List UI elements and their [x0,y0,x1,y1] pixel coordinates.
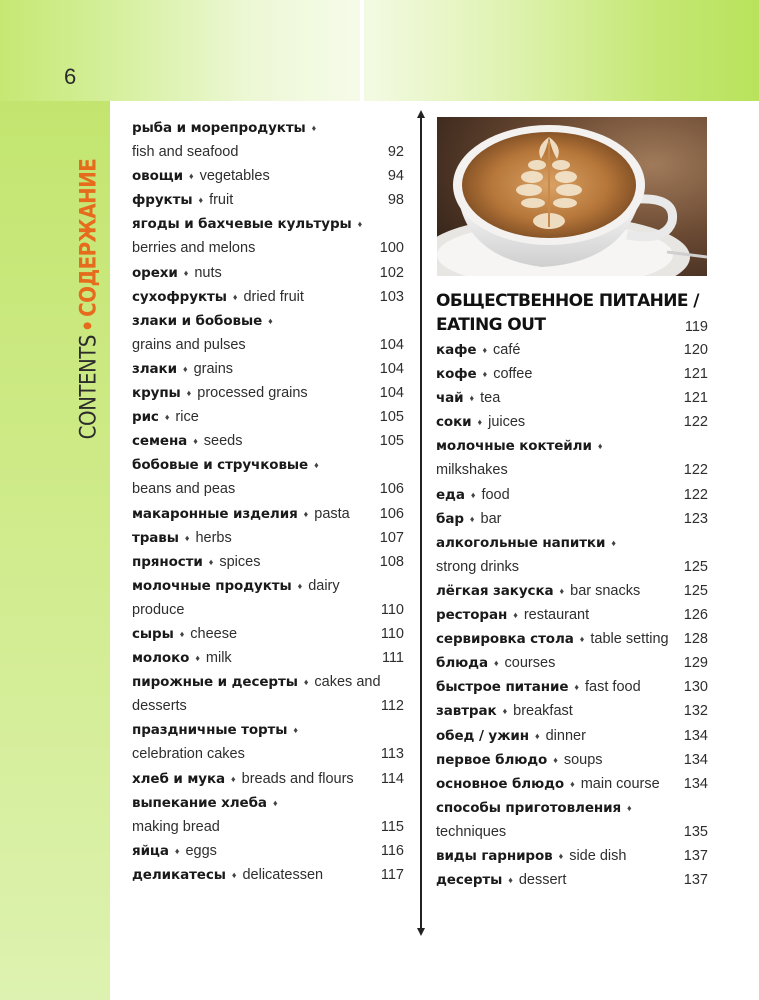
toc-entry [132,767,404,791]
toc-entry [436,458,708,482]
entry-russian: молочные коктейли [436,438,592,455]
entry-page-number: 116 [380,842,404,859]
diamond-separator-icon: ♦ [502,706,508,717]
entry-english: bar [480,510,502,527]
entry-english: milkshakes [436,462,508,479]
entry-russian: макаронные изделия [132,505,298,522]
toc-entry [132,261,404,285]
toc-entry [436,386,708,410]
diamond-separator-icon: ♦ [272,797,278,808]
entry-page-number: 135 [683,823,708,840]
entry-russian: семена [132,433,188,450]
entry-english: coffee [493,366,533,383]
entry-russian: овощи [132,168,183,185]
entry-english: celebration cakes [132,746,245,763]
diamond-separator-icon: ♦ [611,537,616,548]
toc-entry [436,651,708,675]
diamond-separator-icon: ♦ [469,393,475,404]
entry-russian: лёгкая закуска [436,582,554,599]
entry-english: techniques [436,823,507,840]
toc-entry [132,357,404,381]
entry-page-number: 100 [379,240,404,257]
entry-english: main course [580,775,660,792]
toc-entry [132,742,404,766]
section-heading-english: EATING OUT [436,315,546,335]
diamond-separator-icon: ♦ [164,412,170,423]
vertical-title [77,159,102,440]
entry-page-number: 130 [683,679,708,696]
entry-page-number: 120 [683,342,708,358]
entry-page-number: 113 [380,746,404,763]
entry-english: cheese [190,625,238,642]
toc-entry [132,791,404,815]
entry-english: dairy [308,577,340,594]
entry-russian: алкогольные напитки [436,534,606,551]
entry-english: soups [563,751,603,768]
diamond-separator-icon: ♦ [231,869,237,880]
entry-english: grains [193,360,234,377]
entry-english: nuts [194,264,222,281]
header-band-left [0,0,360,101]
entry-page-number: 110 [380,601,404,618]
entry-page-number: 129 [683,655,708,672]
toc-entry [436,362,708,386]
toc-entry [436,820,708,844]
toc-entry [436,868,708,892]
diamond-separator-icon: ♦ [535,730,540,741]
entry-english: restaurant [523,607,590,624]
diamond-separator-icon: ♦ [559,585,565,596]
entry-russian: пряности [132,553,203,570]
diamond-separator-icon: ♦ [183,267,189,278]
toc-entry [436,531,708,555]
entry-english: desserts [132,698,187,715]
entry-english: eggs [185,842,217,859]
entry-english: food [481,486,510,503]
entry-english: strong drinks [436,558,520,575]
entry-english: seeds [203,433,243,450]
diamond-separator-icon: ♦ [482,345,488,355]
toc-entry [132,477,404,501]
toc-entry [436,844,708,868]
entry-page-number: 134 [683,775,708,792]
diamond-separator-icon: ♦ [184,532,190,543]
entry-russian: первое блюдо [436,751,548,768]
title-russian: СОДЕРЖАНИЕ [76,158,102,317]
diamond-separator-icon: ♦ [186,388,192,399]
entry-russian: сухофрукты [132,288,227,305]
entry-english: pasta [314,505,350,522]
toc-entry [132,333,404,357]
toc-entry [132,429,404,453]
entry-russian: пирожные и десерты [132,674,298,691]
entry-page-number: 103 [379,288,404,305]
toc-entry [132,453,404,477]
entry-english: herbs [195,529,232,546]
diamond-separator-icon: ♦ [558,850,564,861]
entry-page-number: 104 [379,385,404,402]
diamond-separator-icon: ♦ [508,875,513,886]
toc-entry [132,694,404,718]
toc-entry [436,796,708,820]
entry-page-number: 106 [379,505,404,522]
toc-entry [436,748,708,772]
entry-english: breads and flours [241,770,354,787]
toc-entry [436,603,708,627]
toc-entry [436,724,708,748]
toc-entry [132,212,404,236]
entry-russian: праздничные торты [132,722,288,739]
toc-entry [436,483,708,507]
toc-entry [132,670,404,694]
entry-page-number: 105 [379,409,404,426]
entry-page-number: 114 [380,770,404,787]
diamond-separator-icon: ♦ [182,363,188,374]
page-number: 6 [64,64,77,89]
diamond-separator-icon: ♦ [208,556,214,567]
toc-entry [436,627,708,651]
entry-russian: ресторан [436,607,508,624]
entry-russian: обед / ужин [436,727,530,744]
toc-entry [436,675,708,699]
toc-entry [132,598,404,622]
diamond-separator-icon: ♦ [231,773,236,784]
toc-entry [132,140,404,164]
entry-page-number: 122 [683,462,708,479]
entry-russian: хлеб и мука [132,770,226,787]
entry-english: beans and peas [132,481,236,498]
diamond-separator-icon: ♦ [193,436,198,447]
entry-russian: травы [132,529,179,546]
entry-russian: блюда [436,655,488,672]
entry-page-number: 105 [379,433,404,450]
entry-russian: способы приготовления [436,799,622,816]
entry-english: delicatessen [242,866,324,883]
entry-russian: сыры [132,625,174,642]
entry-page-number: 98 [387,192,404,209]
entry-page-number: 137 [683,847,708,864]
toc-entry [132,405,404,429]
entry-english: fruit [209,192,234,209]
entry-page-number: 125 [683,558,708,575]
entry-page-number: 134 [683,751,708,768]
toc-entry [132,381,404,405]
diamond-separator-icon: ♦ [314,460,319,471]
toc-entry [436,507,708,531]
diamond-separator-icon: ♦ [469,513,475,524]
entry-english: produce [132,601,185,618]
diamond-separator-icon: ♦ [297,580,303,591]
entry-english: dried fruit [243,288,304,305]
toc-entry [132,502,404,526]
entry-page-number: 122 [683,414,708,431]
entry-english: juices [488,414,526,431]
contents-column-left [132,116,404,887]
entry-english: tea [480,390,501,407]
toc-entry [132,815,404,839]
entry-russian: завтрак [436,703,497,720]
toc-entry [132,863,404,887]
entry-page-number: 92 [387,144,404,161]
diamond-separator-icon: ♦ [570,778,575,789]
entry-english: vegetables [199,168,270,185]
toc-entry [132,116,404,140]
diamond-separator-icon: ♦ [579,634,585,645]
toc-entry [132,646,404,670]
diamond-separator-icon: ♦ [311,123,317,133]
entry-english: café [493,342,521,358]
entry-english: courses [504,655,556,672]
toc-entry [132,526,404,550]
entry-english: breakfast [513,703,573,720]
entry-english: milk [205,650,232,667]
diamond-separator-icon: ♦ [597,441,603,452]
diamond-separator-icon: ♦ [470,489,476,500]
entry-russian: молочные продукты [132,577,292,594]
entry-english: berries and melons [132,240,256,257]
toc-entry [132,839,404,863]
entry-page-number: 107 [379,529,404,546]
entry-page-number: 123 [683,510,708,527]
toc-entry [436,434,708,458]
entry-russian: еда [436,486,465,503]
entry-english: grains and pulses [132,336,246,353]
toc-entry [132,309,404,333]
diamond-separator-icon: ♦ [574,682,580,693]
diamond-separator-icon: ♦ [232,291,238,302]
diamond-separator-icon: ♦ [477,417,483,428]
toc-entry [436,338,708,362]
entry-russian: сервировка стола [436,631,574,648]
entry-russian: ягоды и бахчевые культуры [132,216,352,233]
entry-english: table setting [590,631,669,648]
entry-page-number: 94 [387,168,404,185]
diamond-separator-icon: ♦ [627,802,632,813]
entry-russian: крупы [132,385,181,402]
entry-russian: рыба и морепродукты [132,120,306,136]
entry-page-number: 115 [380,818,404,835]
entry-page-number: 104 [379,336,404,353]
entry-english: rice [175,409,199,426]
entry-english: bar snacks [570,582,641,599]
entry-russian: яйца [132,842,169,859]
title-separator: • [76,319,102,333]
toc-entry [132,718,404,742]
diamond-separator-icon: ♦ [303,508,309,519]
entry-russian: орехи [132,264,178,281]
diamond-separator-icon: ♦ [195,653,200,664]
entry-english: processed grains [197,385,308,402]
diamond-separator-icon: ♦ [293,725,298,736]
entry-russian: кофе [436,366,477,383]
entry-english: making bread [132,818,220,835]
entry-russian: злаки и бобовые [132,312,263,329]
toc-entry [436,699,708,723]
diamond-separator-icon: ♦ [553,754,558,765]
diamond-separator-icon: ♦ [303,677,309,688]
section-heading-line2 [436,313,708,338]
entry-russian: рис [132,409,159,426]
entry-english: cakes and [314,674,381,691]
header-band-right [364,0,759,101]
diamond-separator-icon: ♦ [188,171,194,182]
toc-entry [132,574,404,598]
entry-page-number: 137 [683,872,708,889]
entry-english: fish and seafood [132,144,239,161]
diamond-separator-icon: ♦ [357,219,363,230]
entry-page-number: 106 [379,481,404,498]
entry-russian: выпекание хлеба [132,794,267,811]
entry-page-number: 108 [379,553,404,570]
entry-page-number: 121 [683,390,708,407]
entry-page-number: 104 [379,360,404,377]
title-english: CONTENTS [76,335,102,440]
entry-russian: быстрое питание [436,679,569,696]
entry-russian: кафе [436,342,477,358]
section-heading-line1: ОБЩЕСТВЕННОЕ ПИТАНИЕ / [436,291,699,311]
entry-russian: десерты [436,872,503,889]
entry-english: fast food [585,679,641,696]
entry-russian: соки [436,414,472,431]
entry-russian: деликатесы [132,866,226,883]
entry-page-number: 110 [380,625,404,642]
diamond-separator-icon: ♦ [493,658,499,669]
entry-english: side dish [569,847,627,864]
coffee-cup-image [437,117,707,276]
diamond-separator-icon: ♦ [179,628,185,639]
entry-page-number: 117 [380,866,404,883]
entry-russian: фрукты [132,192,193,209]
toc-entry [132,285,404,309]
diamond-separator-icon: ♦ [513,610,518,621]
diamond-separator-icon: ♦ [482,369,488,380]
diamond-separator-icon: ♦ [198,195,204,206]
entry-english: dessert [518,872,567,889]
contents-column-right [436,338,708,892]
entry-page-number: 126 [683,607,708,624]
entry-page-number: 122 [683,486,708,503]
entry-page-number: 132 [683,703,708,720]
entry-page-number: 121 [683,366,708,383]
toc-entry [436,772,708,796]
toc-entry [132,188,404,212]
section-page-number: 119 [684,319,708,335]
entry-page-number: 134 [683,727,708,744]
diamond-separator-icon: ♦ [268,315,273,326]
toc-entry [132,622,404,646]
entry-russian: виды гарниров [436,847,553,864]
entry-page-number: 112 [380,698,404,715]
toc-entry [132,236,404,260]
entry-russian: бобовые и стручковые [132,457,309,474]
toc-entry [436,555,708,579]
entry-english: dinner [545,727,586,744]
toc-entry [436,579,708,603]
entry-english: spices [219,553,261,570]
entry-page-number: 128 [683,631,708,648]
divider-bottom-arrow [417,928,425,936]
entry-russian: злаки [132,360,177,377]
entry-russian: чай [436,390,464,407]
toc-entry [132,164,404,188]
entry-page-number: 102 [379,264,404,281]
entry-russian: молоко [132,650,190,667]
entry-page-number: 125 [683,582,708,599]
diamond-separator-icon: ♦ [174,845,180,856]
entry-russian: основное блюдо [436,775,565,792]
column-divider [420,114,422,932]
toc-entry [436,410,708,434]
toc-entry [132,550,404,574]
entry-russian: бар [436,510,464,527]
entry-page-number: 111 [381,650,404,667]
